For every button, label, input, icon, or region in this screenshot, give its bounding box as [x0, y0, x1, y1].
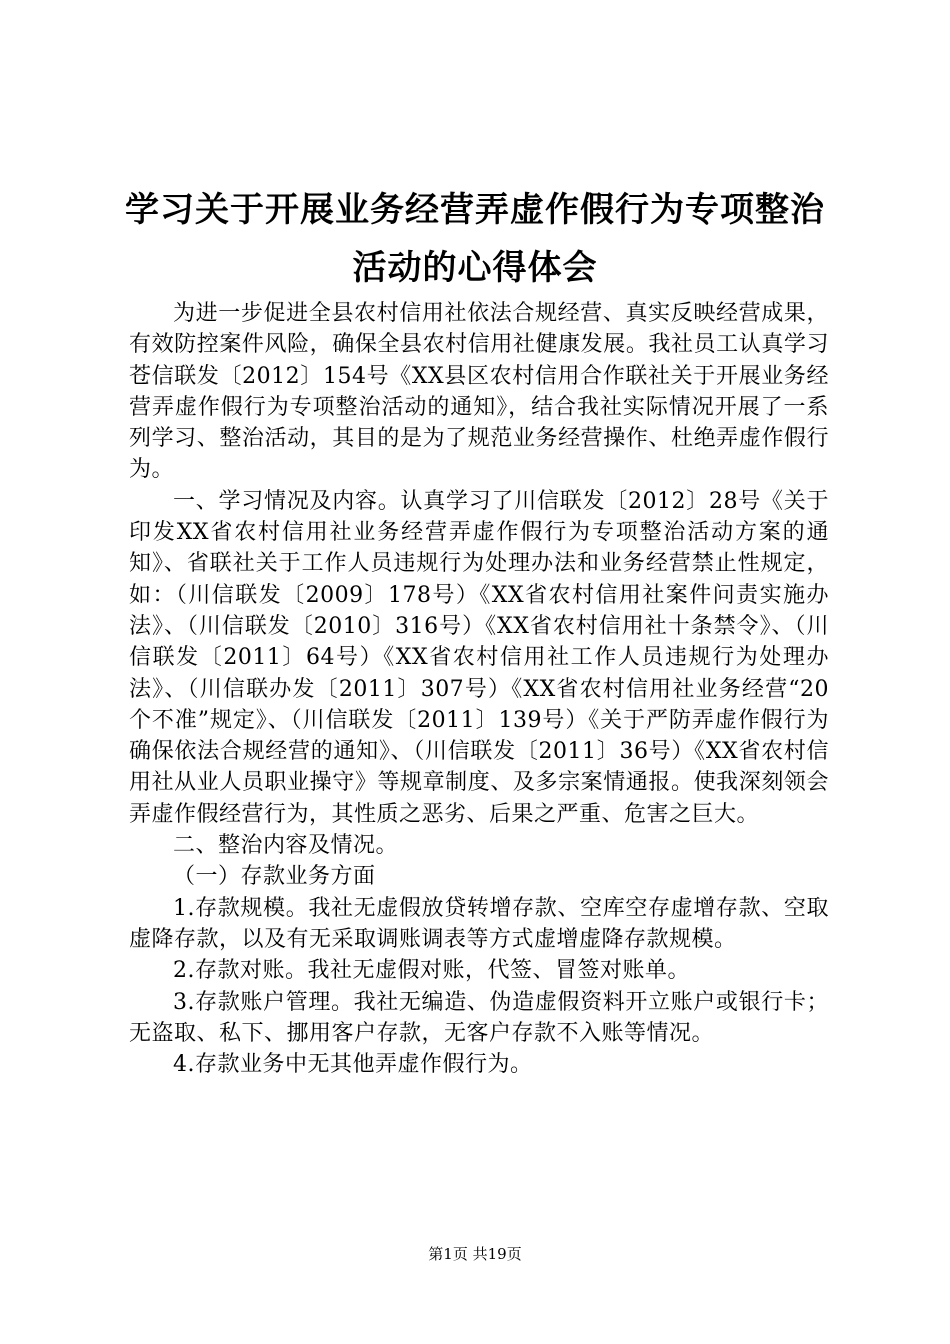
document-title-line-2: 活动的心得体会: [352, 248, 598, 288]
paragraph-intro: 为进一步促进全县农村信用社依法合规经营、真实反映经营成果，有效防控案件风险，确保全县农村信用社健康发展。我社员工认真学习苍信联发〔2012〕154号《XX县区农村信用合作联社关于开展业务经营弄虚作假行为专项整治活动的通知》，结合我社实际情况开展了一系列学习、整治活动，其目的是为了规范业务经营操作、杜绝弄虚作假行为。: [129, 301, 829, 483]
paragraph-study-content: 一、学习情况及内容。认真学习了川信联发〔2012〕28号《关于印发XX省农村信用社业务经营弄虚作假行为专项整治活动方案的通知》、省联社关于工作人员违规行为处理办法和业务经营禁止性规定，如：（川信联发〔2009〕178号）《XX省农村信用社案件问责实施办法》、（川信联发〔2010〕316号）《XX省农村信用社十条禁令》、（川信联发〔2011〕64号）《XX省农村信用社工作人员违规行为处理办法》、（川信联办发〔2011〕307号）《XX省农村信用社业务经营“20个不准”规定》、（川信联发〔2011〕139号）《关于严防弄虚作假行为确保依法合规经营的通知》、（川信联发〔2011〕36号）《XX省农村信用社从业人员职业操守》等规章制度、及多宗案情通报。使我深刻领会弄虚作假经营行为，其性质之恶劣、后果之严重、危害之巨大。: [129, 488, 829, 827]
document-body: [129, 298, 829, 1080]
document-title-line-1: 学习关于开展业务经营弄虚作假行为专项整治: [125, 190, 825, 230]
paragraph-item-1: 1.存款规模。我社无虚假放贷转增存款、空库空存虚增存款、空取虚降存款，以及有无采取调账调表等方式虚增虚降存款规模。: [129, 895, 829, 952]
paragraph-item-4: 4.存款业务中无其他弄虚作假行为。: [173, 1052, 533, 1078]
paragraph-section-heading-2: 二、整治内容及情况。: [173, 833, 399, 859]
paragraph-item-3: 3.存款账户管理。我社无编造、伪造虚假资料开立账户或银行卡；无盗取、私下、挪用客户存款，无客户存款不入账等情况。: [129, 989, 829, 1046]
paragraph-subsection-deposit: （一）存款业务方面: [173, 864, 376, 890]
page-number-footer: 第1页 共19页: [428, 1245, 522, 1263]
paragraph-item-2: 2.存款对账。我社无虚假对账，代签、冒签对账单。: [173, 958, 690, 984]
